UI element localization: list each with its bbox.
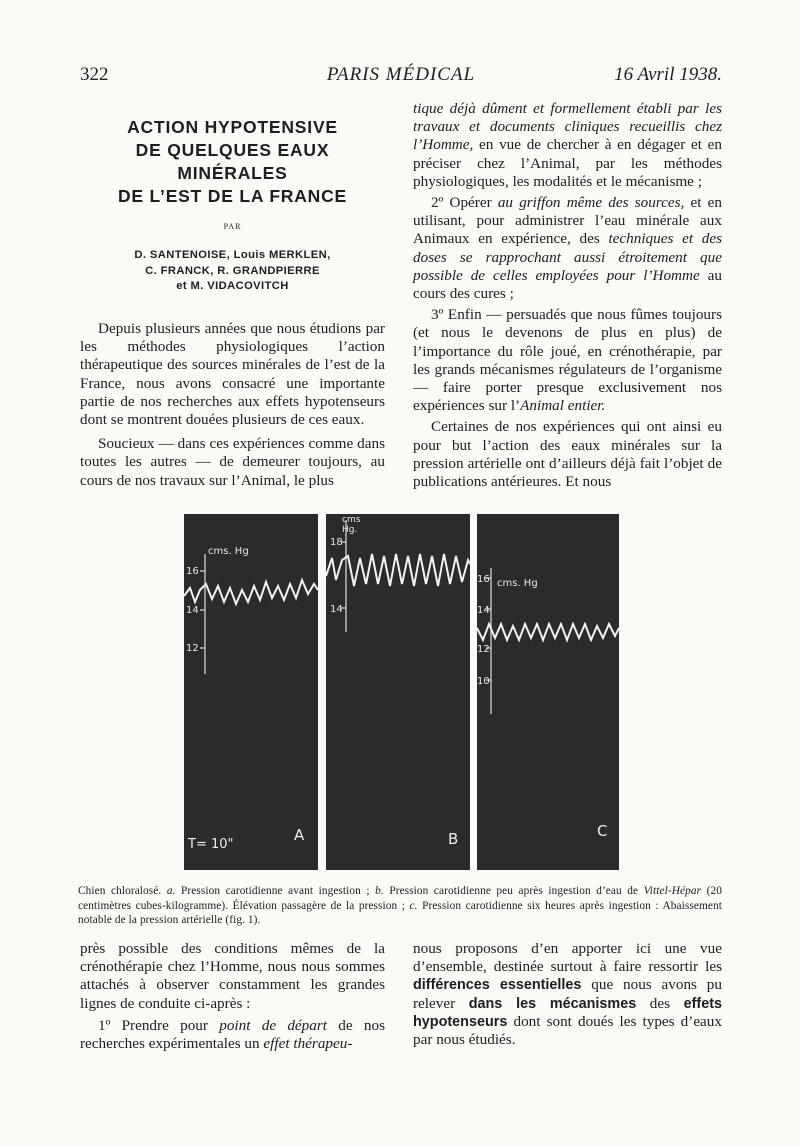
- author-line: D. SANTENOISE, Louis MERKLEN,: [134, 249, 331, 261]
- tracing-a: [184, 514, 318, 870]
- italic-text: point de départ: [219, 1016, 327, 1034]
- bold-text: différences essentielles: [413, 977, 582, 994]
- paragraph: Soucieux — dans ces expériences comme dans toutes les autres — de demeurer toujours, au cours de nos travaux sur l’Animal, le plus: [80, 435, 385, 489]
- text-run: et en utilisant, pour administrer l’eau minérale aux Animaux en expérience, des: [413, 194, 722, 248]
- paragraph: [413, 306, 722, 415]
- panel-letter: A: [294, 826, 305, 844]
- paragraph: [413, 940, 722, 1049]
- tracing-c: [477, 514, 619, 870]
- tick-label: 12: [477, 644, 490, 655]
- right-column-bottom: [413, 940, 722, 1049]
- figure-panel-b: [326, 514, 470, 870]
- paragraph: [413, 100, 722, 191]
- time-scale: T= 10": [188, 837, 234, 852]
- tick-label: 12: [186, 643, 199, 654]
- byline-par: PAR: [223, 222, 242, 231]
- italic-text: au griffon même des sources,: [497, 194, 685, 212]
- left-column-bottom: [80, 940, 385, 1053]
- unit-label: cms: [342, 515, 361, 525]
- figure-panel-a: [184, 514, 318, 870]
- text-run: dont sont doués les types d’eaux par nous étudiés.: [413, 1012, 722, 1049]
- caption-italic: c.: [409, 899, 418, 912]
- title-line: DE QUELQUES EAUX: [135, 140, 330, 160]
- text-run: 3º Enfin — persuadés que nous fûmes toujours (et nous le devenons de plus en plus) de l’importance du rôle joué, en crénothérapie, par les grands mécanismes régulateurs de l’organisme — faire porter presque exclusivement nos expériences sur l’: [413, 306, 722, 415]
- paragraph: [413, 194, 722, 303]
- tick-label: 16: [477, 574, 490, 585]
- caption-run: Pression carotidienne peu après ingestion d’eau de: [383, 885, 644, 897]
- journal-name: PARIS MÉDICAL: [326, 64, 476, 85]
- article-title: [80, 116, 385, 208]
- text-run: 2º Opérer: [431, 194, 498, 212]
- text-run: des: [636, 994, 684, 1012]
- caption-run: Chien chloralosé.: [78, 885, 167, 897]
- text-run: au cours des cures ;: [413, 266, 722, 303]
- text-run: que nous avons pu relever: [413, 976, 722, 1012]
- author-line: et M. VIDACOVITCH: [176, 280, 289, 292]
- italic-text: techniques et des doses se rapprochant aussi étroitement que possible de celles employées pour l’Homme: [413, 230, 722, 284]
- tick-label: 18: [330, 537, 343, 548]
- left-column-top: [80, 320, 385, 490]
- text-run: 1º Prendre pour: [98, 1016, 220, 1034]
- right-column-top: [413, 100, 722, 491]
- italic-text: Animal entier.: [520, 397, 606, 415]
- issue-date: 16 Avril 1938.: [614, 64, 722, 85]
- caption-run: Pression carotidienne six heures après ingestion : Abaissement notable de la pression artérielle (fig. 1).: [78, 899, 722, 926]
- bold-text: dans les mécanismes: [468, 995, 637, 1012]
- unit-label: cms. Hg: [497, 578, 538, 589]
- figure-caption: [78, 884, 722, 928]
- bold-text: effets hypotenseurs: [413, 995, 722, 1030]
- caption-run: (20 centimètres cubes-kilogramme). Élévation passagère de la pression ;: [78, 885, 722, 912]
- italic-text: tique déjà dûment et formellement établi par les travaux et documents cliniques recueillis chez l’Homme,: [413, 100, 722, 154]
- text-run: en vue de chercher à en dégager et en préciser chez l’Animal, par les méthodes physiologiques, les modalités et le mécanisme ;: [413, 136, 722, 190]
- caption-italic: b.: [375, 885, 384, 897]
- unit-label: cms. Hg: [208, 546, 249, 557]
- author-line: C. FRANCK, R. GRANDPIERRE: [145, 264, 320, 277]
- paragraph: près possible des conditions mêmes de la crénothérapie chez l’Homme, nous nous sommes attachés à observer constamment les grandes lignes de conduite ci-après :: [80, 940, 385, 1012]
- paragraph: Certaines de nos expériences qui ont ainsi eu pour but l’action des eaux minérales sur la pression artérielle ont d’ailleurs déjà fait l’objet de publications antérieures. Et nous: [413, 418, 722, 491]
- panel-letter: C: [597, 822, 608, 840]
- paragraph: Depuis plusieurs années que nous étudions par les méthodes physiologiques l’action thérapeutique des sources minérales de l’est de la France, nous avons consacré une importante partie de nos recherches aux effets hypotenseurs dont se montrent douées plusieurs de ces eaux.: [80, 320, 385, 429]
- tick-label: 14: [477, 605, 490, 616]
- authors: [80, 248, 385, 295]
- tick-label: 10: [477, 676, 490, 687]
- title-line: ACTION HYPOTENSIVE: [127, 117, 338, 137]
- unit-label: Hg.: [342, 525, 358, 535]
- title-line: MINÉRALES: [177, 163, 288, 183]
- figure-panel-c: [477, 514, 619, 870]
- caption-run: Pression carotidienne avant ingestion ;: [175, 885, 376, 897]
- tracing-b: [326, 514, 470, 870]
- text-run: nous proposons d’en apporter ici une vue d’ensemble, destinée surtout à faire ressortir les: [413, 940, 722, 976]
- page-number: 322: [80, 64, 109, 85]
- title-line: DE L’EST DE LA FRANCE: [117, 186, 348, 206]
- tick-label: 14: [186, 605, 199, 616]
- caption-italic: a.: [166, 885, 176, 897]
- italic-text: effet thérapeu-: [263, 1035, 353, 1053]
- tick-label: 16: [186, 566, 199, 577]
- paragraph: [80, 1017, 385, 1053]
- tick-label: 14: [330, 604, 343, 615]
- running-header: [80, 64, 722, 92]
- text-run: de nos recherches expérimentales un: [80, 1016, 385, 1053]
- caption-italic: Vittel-Hépar: [643, 885, 702, 897]
- panel-letter: B: [448, 830, 459, 848]
